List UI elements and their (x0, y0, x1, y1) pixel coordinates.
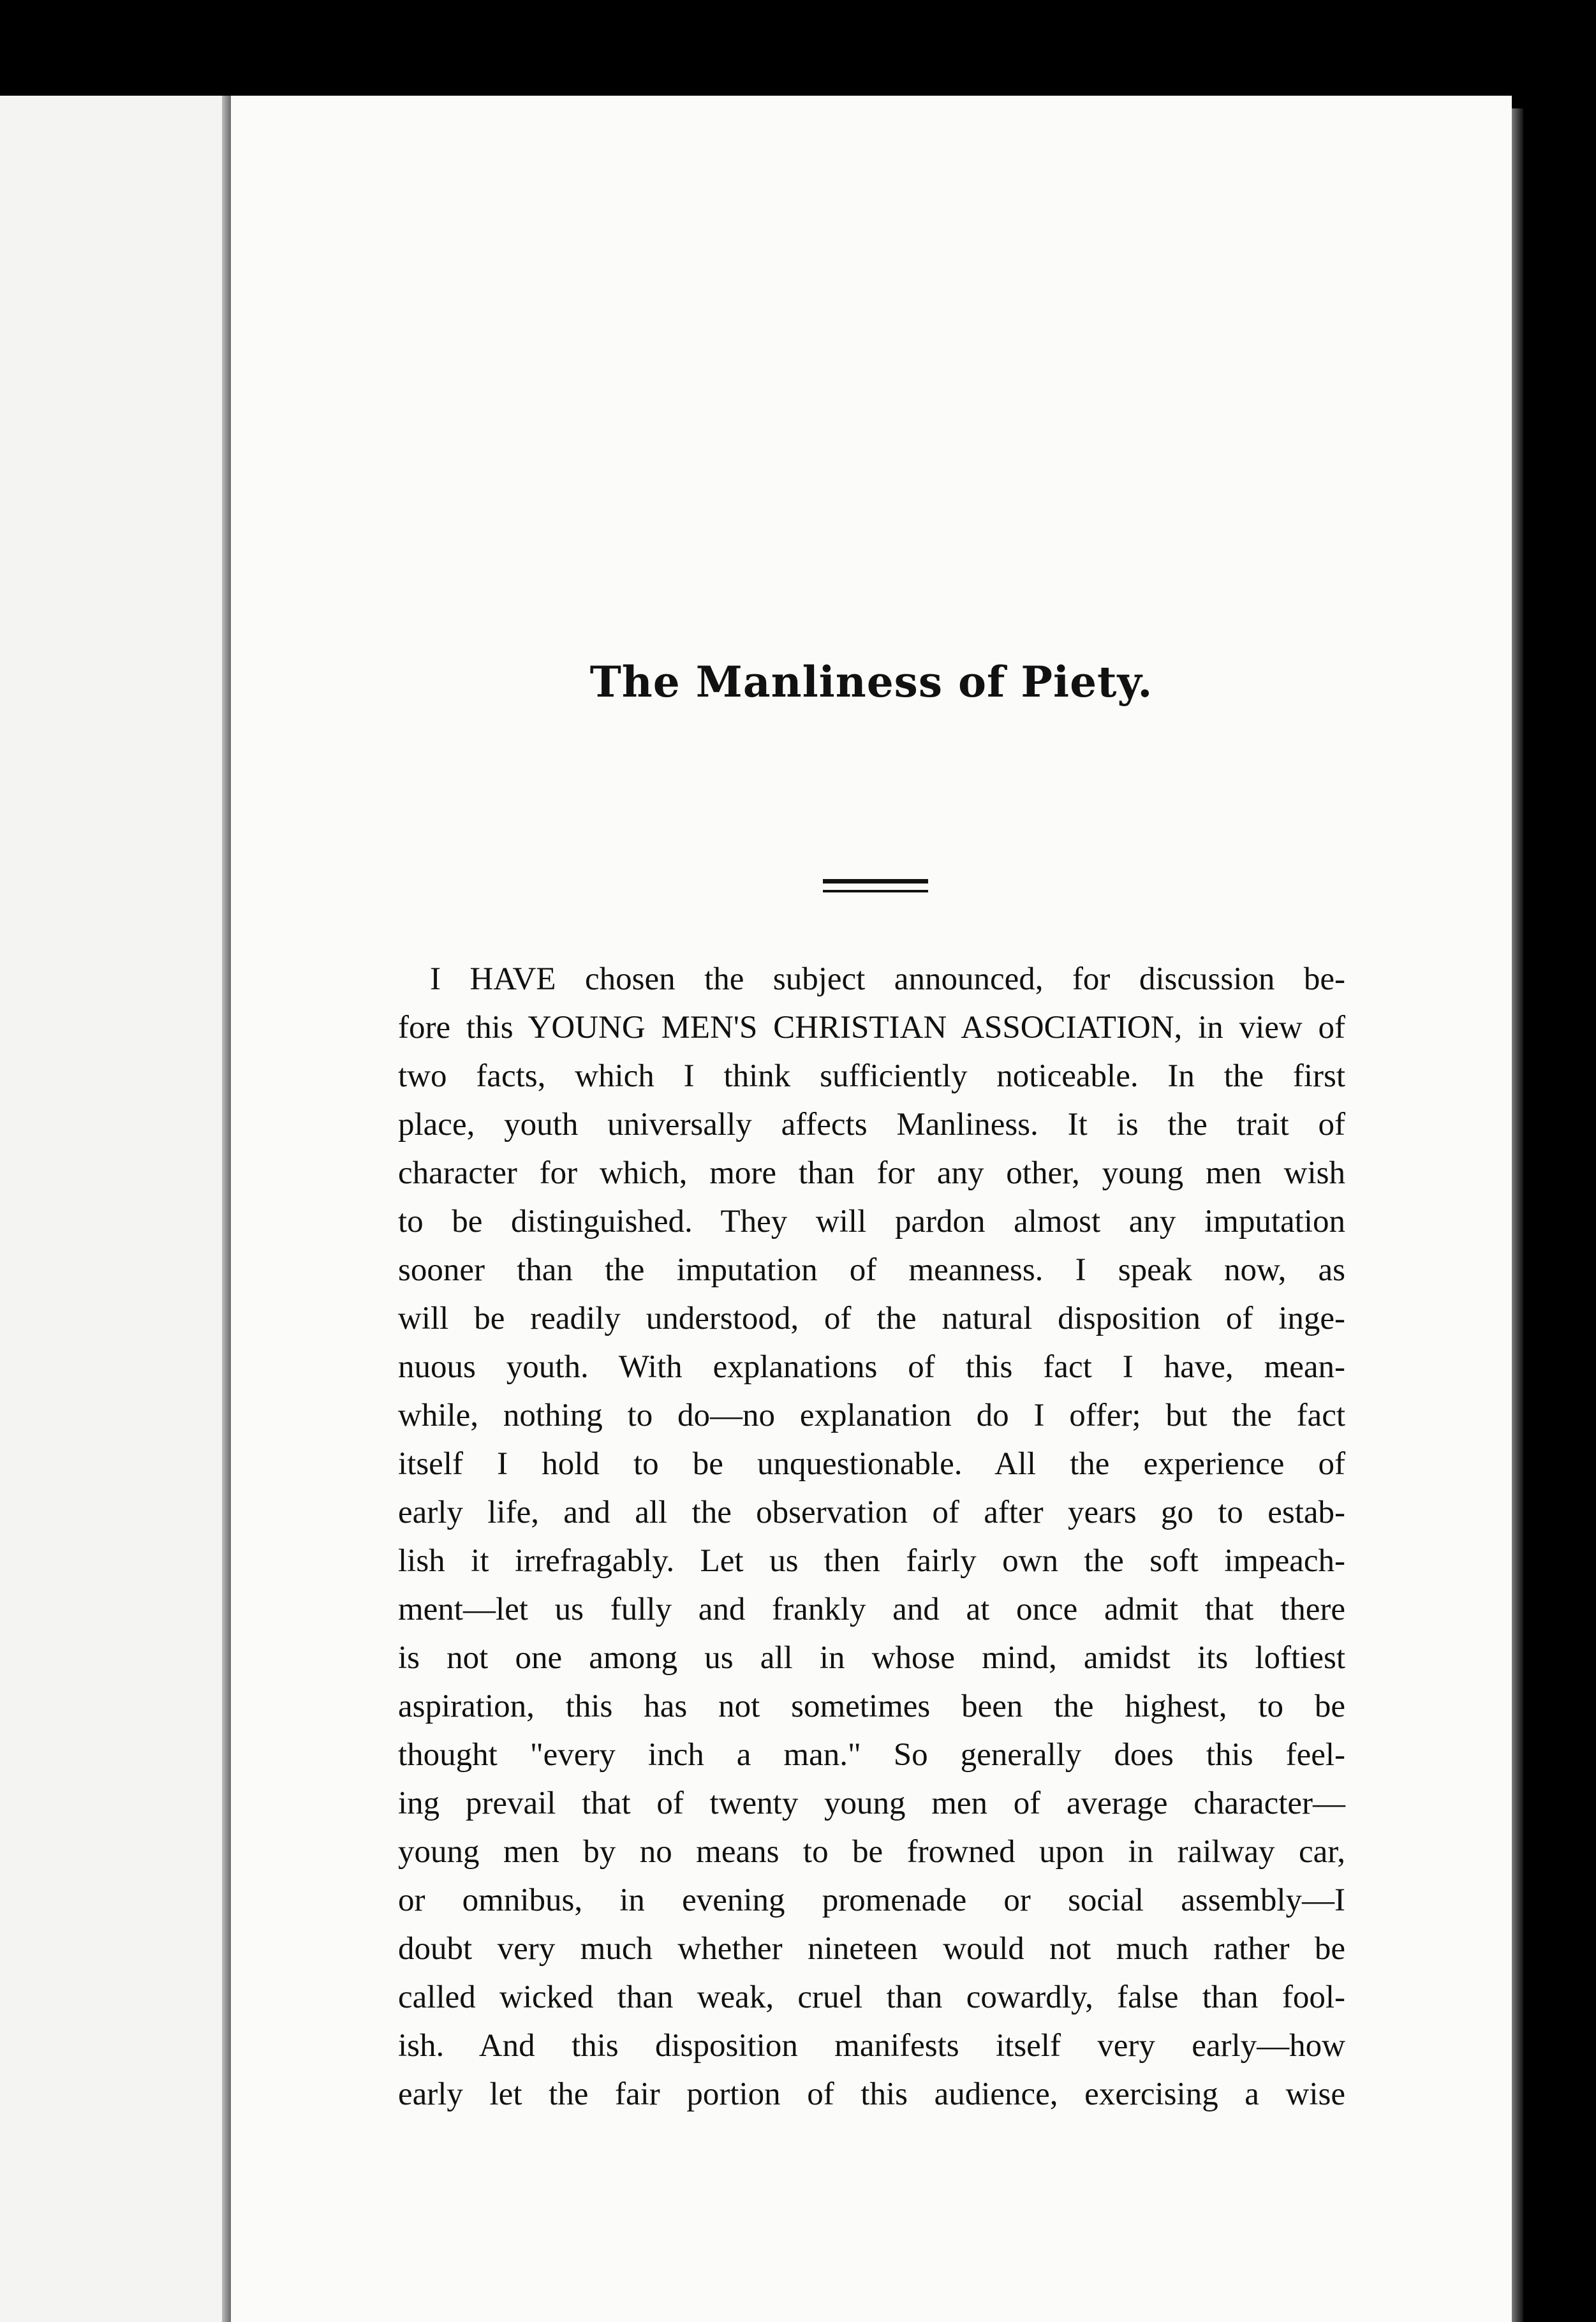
text-line: called wicked than weak, cruel than cowardly, false than fool- (398, 1979, 1345, 2015)
text-line: lish it irrefragably. Let us then fairly own the soft impeach- (398, 1543, 1345, 1579)
text-line: aspiration, this has not sometimes been the highest, to be (398, 1689, 1345, 1724)
text-line: place, youth universally affects Manliness. It is the trait of (398, 1107, 1345, 1143)
text-line: I HAVE chosen the subject announced, for discussion be- (430, 961, 1345, 997)
text-line: is not one among us all in whose mind, amidst its loftiest (398, 1640, 1345, 1676)
text-line: itself I hold to be unquestionable. All the experience of (398, 1446, 1345, 1482)
body-paragraph (398, 955, 1345, 2119)
text-line: sooner than the imputation of meanness. I speak now, as (398, 1252, 1345, 1288)
book-page (231, 96, 1512, 2322)
text-line: or omnibus, in evening promenade or social assembly—I (398, 1882, 1345, 1918)
text-line: ment—let us fully and frankly and at once admit that there (398, 1592, 1345, 1627)
title-rule-thick (823, 879, 928, 884)
text-line: young men by no means to be frowned upon in railway car, (398, 1834, 1345, 1870)
text-line: character for which, more than for any other, young men wish (398, 1155, 1345, 1191)
text-line: two facts, which I think sufficiently noticeable. In the first (398, 1058, 1345, 1094)
book-gutter (222, 96, 231, 2322)
text-line: fore this YOUNG MEN'S CHRISTIAN ASSOCIATION, in view of (398, 1010, 1345, 1046)
page-title: The Manliness of Piety. (589, 657, 1153, 707)
previous-page-edge (0, 96, 226, 2322)
text-line: early life, and all the observation of after years go to estab- (398, 1495, 1345, 1530)
text-line: to be distinguished. They will pardon almost any imputation (398, 1204, 1345, 1239)
text-line: ish. And this disposition manifests itself very early—how (398, 2028, 1345, 2064)
text-line: while, nothing to do—no explanation do I offer; but the fact (398, 1398, 1345, 1433)
text-line: will be readily understood, of the natural disposition of inge- (398, 1301, 1345, 1336)
page-edge-shadow (1512, 108, 1523, 2322)
title-rule-thin (823, 890, 928, 892)
text-line: early let the fair portion of this audience, exercising a wise (398, 2076, 1345, 2112)
text-line: nuous youth. With explanations of this fact I have, mean- (398, 1349, 1345, 1385)
text-line: ing prevail that of twenty young men of average character— (398, 1786, 1345, 1821)
text-line: thought "every inch a man." So generally does this feel- (398, 1737, 1345, 1773)
text-line: doubt very much whether nineteen would not much rather be (398, 1931, 1345, 1967)
